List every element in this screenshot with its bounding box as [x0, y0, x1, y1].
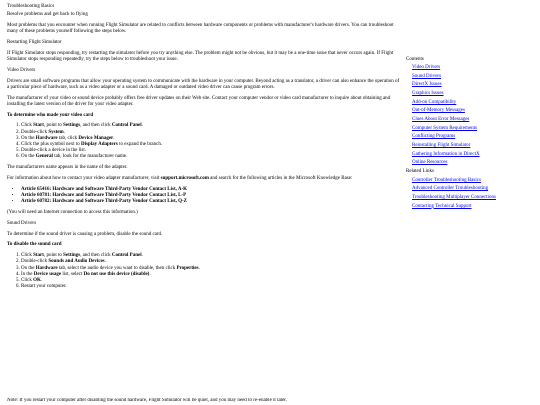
sound-step-1: 1. Click Start, point to Settings, and then click Control Panel.: [21, 253, 401, 259]
page-title: Troubleshooting Basics: [7, 4, 55, 9]
contents-link-sound-drivers[interactable]: Sound Drivers: [412, 73, 442, 79]
determine-video-card-heading: To determine who made your video card: [7, 112, 94, 118]
video-drivers-paragraph-2: The manufacturer of your video or sound device probably offers free driver updates on their Web site. Contact your computer vendor or video card manufacturer to inquire about obtaining and installing the latest version of the driver for your video adapter.: [7, 95, 391, 107]
truncated-note: Note: If you restart your computer after disabling the sound hardware, Flight Simulator will be quiet, and you may need to re-enable it later.: [7, 398, 287, 403]
kb-articles-list: [7, 187, 401, 206]
sound-step-3: 3. On the Hardware tab, select the audio device you want to disable, then click Properties.: [21, 266, 401, 272]
video-step-4: 4. Click the plus symbol next to Display Adapters to expand the branch.: [21, 142, 401, 148]
sound-drivers-heading: Sound Drivers: [7, 220, 37, 226]
contents-link-conflicting-programs[interactable]: Conflicting Programs: [412, 134, 456, 140]
contents-link-out-of-memory[interactable]: Out-of-Memory Messages: [412, 108, 465, 114]
sound-step-4: 4. In the Device usage list, select Do not use this device (disable).: [21, 272, 401, 278]
video-drivers-paragraph-1: Drivers are small software programs that allow your operating system to communicate with the hardware in your computer. Beyond acting as a translator, a driver can also enhance the operation of a particular piece of hardware, such as a video adapter or a sound card. A damaged or outdated video driver can cause program errors.: [7, 78, 400, 90]
contact-info-paragraph: For information about how to contact your video adapter manufacturer, visit support.microsoft.com and search for the following articles in the Microsoft Knowledge Base:: [7, 176, 353, 181]
sound-step-2: 2. Double-click Sounds and Audio Devices.: [21, 259, 401, 265]
restarting-heading: Restarting Flight Simulator: [7, 40, 62, 45]
video-steps-list: [7, 123, 401, 160]
contents-heading: Contents: [406, 57, 424, 62]
disable-sound-heading: To disable the sound card: [7, 242, 62, 248]
sidebar: [406, 57, 538, 213]
contents-link-online-resources[interactable]: Online Resources: [412, 160, 448, 166]
contents-link-directx-info[interactable]: Gathering Information in DirectX: [412, 151, 480, 157]
sound-step-6: 6. Restart your computer.: [21, 284, 401, 290]
contents-link-graphics-issues[interactable]: Graphics Issues: [412, 91, 444, 97]
video-step-2: 2. Double-click System.: [21, 130, 401, 136]
sound-drivers-paragraph: To determine if the sound driver is causing a problem, disable the sound card.: [7, 231, 163, 237]
video-drivers-heading: Video Drivers: [7, 67, 36, 73]
support-site-text: support.microsoft.com: [160, 176, 209, 181]
restarting-paragraph: If Flight Simulator stops responding, try restarting the simulator before you try anything else. The problem might not be obvious, but it may be a one-time issue that never occurs again. If Flight Simulator stops responding repeatedly, try the steps below to troubleshoot your issue.: [7, 50, 394, 62]
contents-link-reinstalling[interactable]: Reinstalling Flight Simulator: [412, 142, 471, 148]
article: [7, 4, 401, 295]
video-step-5: 5. Double-click a device in the list.: [21, 148, 401, 154]
related-link-technical-support[interactable]: Contacting Technical Support: [412, 203, 472, 209]
related-links-list: [406, 178, 538, 210]
manufacturer-name-note: The manufacturers name appears in the name of the adapter.: [7, 165, 128, 171]
kb-article-item: • Article 60782: Hardware and Software Third-Party Vendor Contact List, Q-Z: [21, 199, 401, 205]
related-link-controller-basics[interactable]: Controller Troubleshooting Basics: [412, 177, 481, 183]
contents-link-addon-compatibility[interactable]: Add-on Compatibility: [412, 99, 457, 105]
related-links-heading: Related Links: [406, 169, 434, 175]
internet-connection-note: (You will need an Internet connection to access this information.): [7, 210, 138, 215]
video-step-1: 1. Click Start, point to Settings, and then click Control Panel.: [21, 123, 401, 129]
page-subtitle: Resolve problems and get back to flying: [7, 12, 88, 18]
video-step-6: 6. On the General tab, look for the manufacturer name.: [21, 154, 401, 160]
contents-link-directx-issues[interactable]: DirectX Issues: [412, 82, 442, 88]
video-step-3: 3. On the Hardware tab, click Device Manager.: [21, 136, 401, 142]
contents-link-system-requirements[interactable]: Computer System Requirements: [412, 125, 477, 131]
related-link-advanced-controller[interactable]: Advanced Controller Troubleshooting: [412, 186, 489, 192]
related-link-multiplayer[interactable]: Troubleshooting Multiplayer Connections: [412, 194, 496, 200]
sound-steps-list: [7, 253, 401, 290]
contents-link-error-messages[interactable]: Clues About Error Messages: [412, 117, 470, 123]
kb-article-item: • Article 60781: Hardware and Software Third-Party Vendor Contact List, L-P: [21, 193, 401, 199]
intro-paragraph: Most problems that you encounter when running Flight Simulator are related to conflicts between hardware components or problems with manufacturer's hardware drivers. You can troubleshoot many of these problems yourself following the steps below.: [7, 23, 394, 35]
sound-step-5: 5. Click OK.: [21, 278, 401, 284]
kb-article-item: • Article 65416: Hardware and Software Third-Party Vendor Contact List, A-K: [21, 187, 401, 193]
contents-list: [406, 65, 538, 166]
contents-link-video-drivers[interactable]: Video Drivers: [412, 65, 441, 71]
